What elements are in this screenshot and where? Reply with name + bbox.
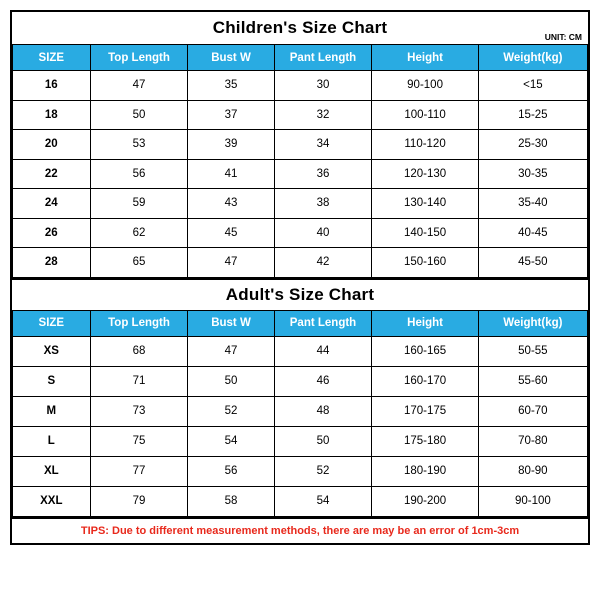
cell-height: 160-170 [372, 366, 478, 396]
cell-top-length: 68 [90, 336, 188, 366]
cell-pant-length: 44 [274, 336, 372, 366]
cell-weight: 40-45 [478, 218, 587, 248]
table-row [13, 248, 588, 278]
cell-bust-w: 37 [188, 100, 274, 130]
cell-pant-length: 34 [274, 130, 372, 160]
cell-size: M [13, 396, 91, 426]
children-size-section [10, 10, 590, 280]
table-row [13, 366, 588, 396]
cell-size: 18 [13, 100, 91, 130]
cell-size: XXL [13, 486, 91, 516]
adults-size-table [12, 310, 588, 517]
table-row [13, 159, 588, 189]
cell-top-length: 75 [90, 426, 188, 456]
column-header-height: Height [372, 45, 478, 71]
cell-pant-length: 50 [274, 426, 372, 456]
table-row [13, 336, 588, 366]
cell-pant-length: 30 [274, 71, 372, 101]
table-header-row [13, 310, 588, 336]
cell-bust-w: 35 [188, 71, 274, 101]
cell-bust-w: 56 [188, 456, 274, 486]
children-title-bar [12, 12, 588, 44]
cell-height: 180-190 [372, 456, 478, 486]
column-header-weight: Weight(kg) [478, 45, 587, 71]
column-header-top-length: Top Length [90, 310, 188, 336]
cell-weight: 60-70 [478, 396, 587, 426]
cell-weight: 15-25 [478, 100, 587, 130]
children-table-head [13, 45, 588, 71]
cell-top-length: 59 [90, 189, 188, 219]
tips-note: TIPS: Due to different measurement methods, there are may be an error of 1cm-3cm [10, 519, 590, 545]
cell-bust-w: 58 [188, 486, 274, 516]
cell-top-length: 73 [90, 396, 188, 426]
cell-pant-length: 40 [274, 218, 372, 248]
cell-bust-w: 43 [188, 189, 274, 219]
cell-height: 160-165 [372, 336, 478, 366]
adults-table-head [13, 310, 588, 336]
cell-weight: 80-90 [478, 456, 587, 486]
cell-size: L [13, 426, 91, 456]
cell-size: 22 [13, 159, 91, 189]
cell-weight: 45-50 [478, 248, 587, 278]
column-header-pant-length: Pant Length [274, 45, 372, 71]
cell-weight: 30-35 [478, 159, 587, 189]
column-header-height: Height [372, 310, 478, 336]
table-row [13, 456, 588, 486]
cell-top-length: 50 [90, 100, 188, 130]
cell-height: 170-175 [372, 396, 478, 426]
table-row [13, 130, 588, 160]
cell-height: 100-110 [372, 100, 478, 130]
cell-height: 110-120 [372, 130, 478, 160]
cell-pant-length: 52 [274, 456, 372, 486]
cell-size: 28 [13, 248, 91, 278]
cell-height: 175-180 [372, 426, 478, 456]
table-row [13, 486, 588, 516]
cell-weight: 35-40 [478, 189, 587, 219]
cell-bust-w: 47 [188, 248, 274, 278]
cell-bust-w: 50 [188, 366, 274, 396]
cell-size: 16 [13, 71, 91, 101]
adults-size-section [10, 280, 590, 519]
cell-pant-length: 46 [274, 366, 372, 396]
cell-pant-length: 48 [274, 396, 372, 426]
cell-size: XS [13, 336, 91, 366]
cell-weight: 90-100 [478, 486, 587, 516]
table-row [13, 396, 588, 426]
cell-weight: 70-80 [478, 426, 587, 456]
column-header-weight: Weight(kg) [478, 310, 587, 336]
cell-size: XL [13, 456, 91, 486]
cell-pant-length: 32 [274, 100, 372, 130]
table-row [13, 100, 588, 130]
cell-height: 190-200 [372, 486, 478, 516]
table-header-row [13, 45, 588, 71]
cell-pant-length: 36 [274, 159, 372, 189]
cell-size: 26 [13, 218, 91, 248]
cell-bust-w: 39 [188, 130, 274, 160]
column-header-pant-length: Pant Length [274, 310, 372, 336]
cell-top-length: 62 [90, 218, 188, 248]
adults-title-bar [12, 280, 588, 310]
children-table-body [13, 71, 588, 278]
unit-label: UNIT: CM [544, 32, 582, 42]
cell-bust-w: 54 [188, 426, 274, 456]
children-title: Children's Size Chart [212, 18, 388, 37]
cell-bust-w: 45 [188, 218, 274, 248]
cell-height: 90-100 [372, 71, 478, 101]
cell-top-length: 56 [90, 159, 188, 189]
table-row [13, 218, 588, 248]
column-header-top-length: Top Length [90, 45, 188, 71]
column-header-bust-w: Bust W [188, 45, 274, 71]
column-header-size: SIZE [13, 310, 91, 336]
cell-weight: 55-60 [478, 366, 587, 396]
cell-height: 130-140 [372, 189, 478, 219]
cell-top-length: 53 [90, 130, 188, 160]
cell-height: 120-130 [372, 159, 478, 189]
adults-table-body [13, 336, 588, 516]
cell-top-length: 71 [90, 366, 188, 396]
cell-weight: <15 [478, 71, 587, 101]
cell-height: 140-150 [372, 218, 478, 248]
table-row [13, 426, 588, 456]
column-header-bust-w: Bust W [188, 310, 274, 336]
cell-bust-w: 52 [188, 396, 274, 426]
cell-height: 150-160 [372, 248, 478, 278]
column-header-size: SIZE [13, 45, 91, 71]
cell-pant-length: 42 [274, 248, 372, 278]
children-size-table [12, 44, 588, 278]
cell-bust-w: 47 [188, 336, 274, 366]
table-row [13, 189, 588, 219]
cell-top-length: 47 [90, 71, 188, 101]
cell-size: S [13, 366, 91, 396]
cell-weight: 50-55 [478, 336, 587, 366]
cell-top-length: 77 [90, 456, 188, 486]
cell-pant-length: 54 [274, 486, 372, 516]
cell-size: 24 [13, 189, 91, 219]
cell-weight: 25-30 [478, 130, 587, 160]
cell-bust-w: 41 [188, 159, 274, 189]
cell-pant-length: 38 [274, 189, 372, 219]
cell-size: 20 [13, 130, 91, 160]
cell-top-length: 65 [90, 248, 188, 278]
adults-title: Adult's Size Chart [225, 284, 375, 304]
cell-top-length: 79 [90, 486, 188, 516]
table-row [13, 71, 588, 101]
